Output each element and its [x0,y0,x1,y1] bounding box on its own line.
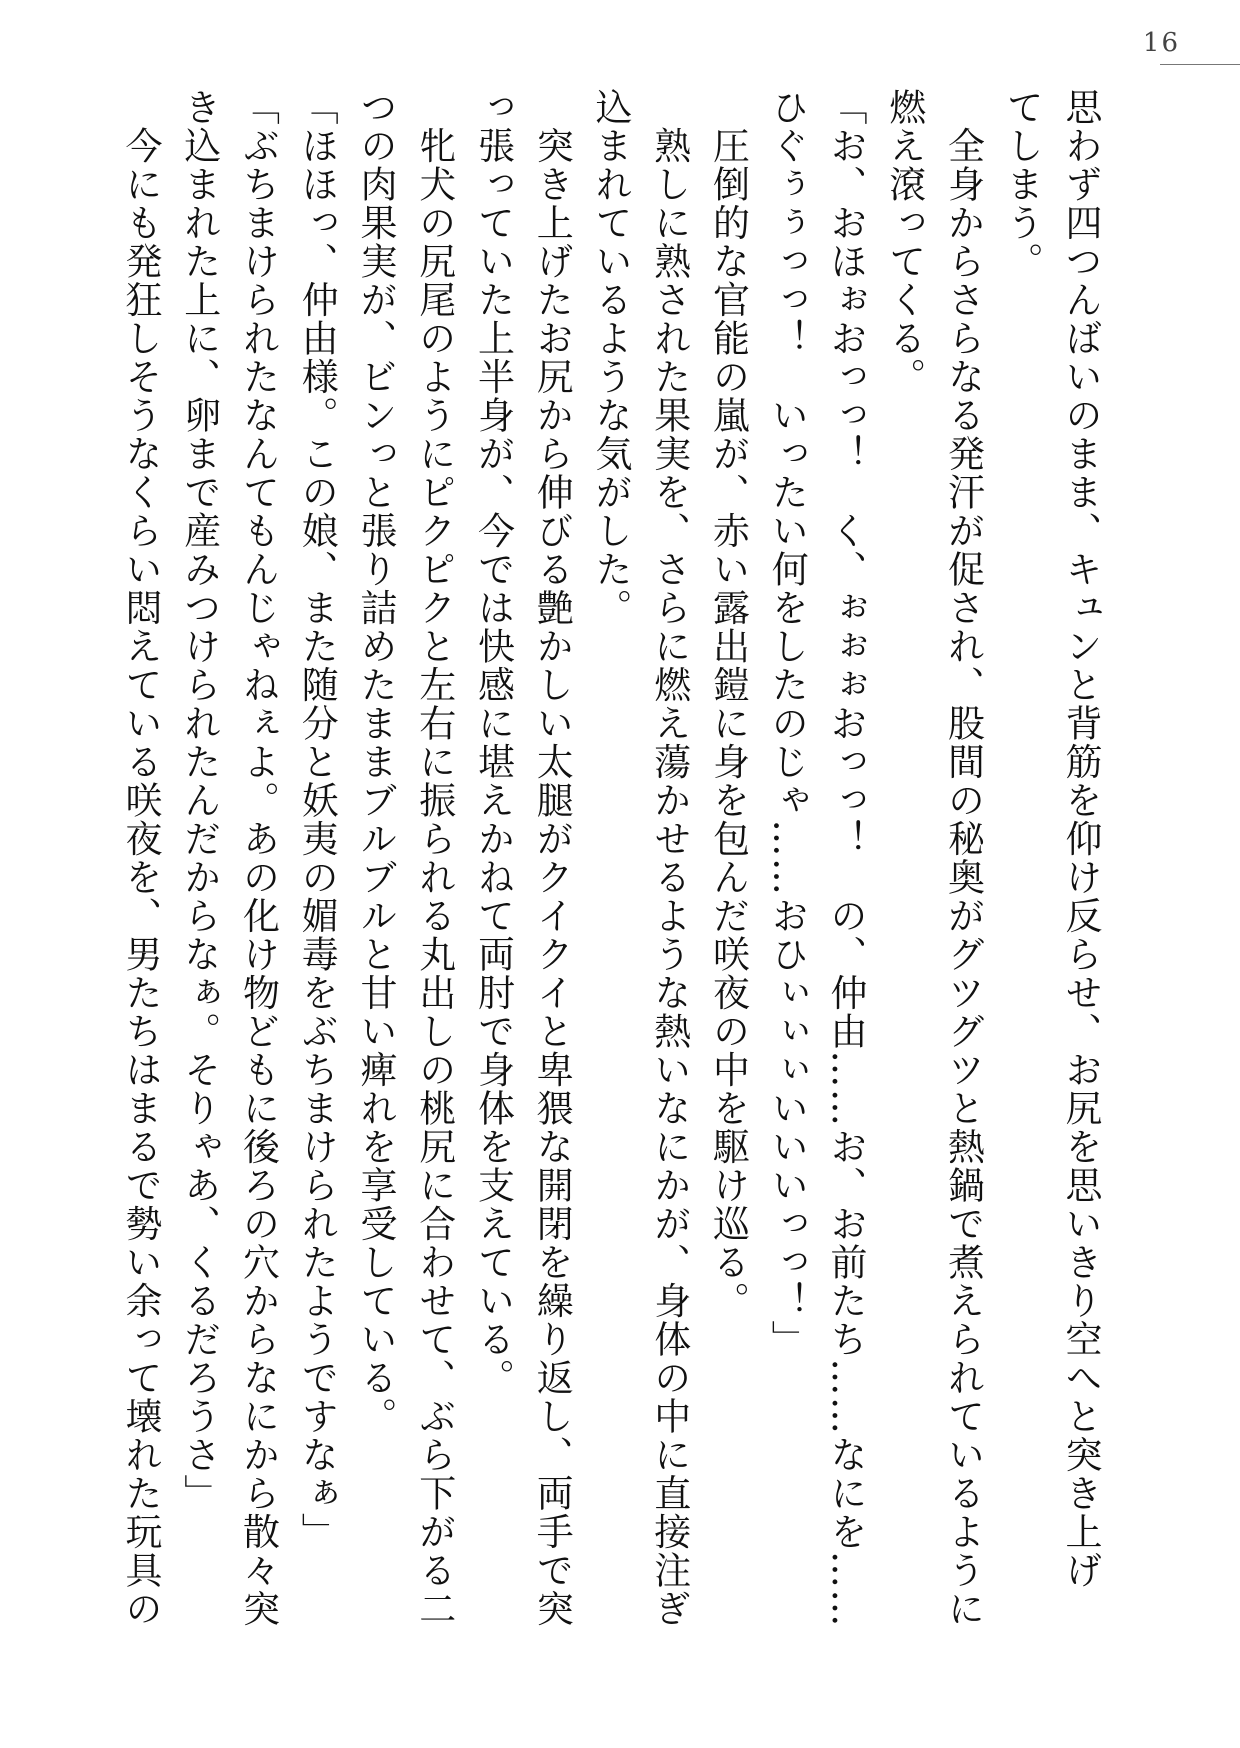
text-line-11: っ張っていた上半身が、今では快感に堪えかねて両肘で身体を支えている。 [471,88,515,1397]
text-line-9: 込まれているような気がした。 [589,88,632,627]
text-line-17: 今にも発狂しそうなくらい悶えている咲夜を、男たちはまるで勢い余って壊れた玩具の [119,88,162,1628]
text-line-14: 「ほほっ、仲由様。この娘、また随分と妖夷の媚毒をぶちまけられたようですなぁ」 [295,88,339,1551]
text-line-3: 全身からさらなる発汗が促され、股間の秘奥がグツグツと熱鍋で煮えられているように [941,88,985,1628]
text-line-1: 思わず四つんばいのまま、キュンと背筋を仰け反らせ、お尻を思いきり空へと突き上げ [1059,88,1102,1590]
text-line-6: ひぐぅぅっっ！ いったい何をしたのじゃ……おひぃぃぃいいいっっ！」 [765,88,809,1359]
text-line-15: 「ぶちまけられたなんてもんじゃねぇよ。あの化け物どもに後ろの穴からなにから散々突 [236,88,280,1628]
text-line-16: き込まれた上に、卵まで産みつけられたんだからなぁ。そりゃあ、くるだろうさ」 [177,88,221,1513]
text-line-7: 圧倒的な官能の嵐が、赤い露出鎧に身を包んだ咲夜の中を駆け巡る。 [706,88,750,1320]
text-line-12: 牝犬の尻尾のようにピクピクと左右に振られる丸出しの桃尻に合わせて、ぶら下がる二 [412,88,456,1628]
vertical-text-body [120,88,1100,1688]
text-line-4: 燃え滾ってくる。 [882,88,926,396]
page-number: 16 [1142,28,1180,58]
text-line-2: てしまう。 [1000,88,1044,281]
header-rule [1160,64,1240,65]
text-line-13: つの肉果実が、ビンっと張り詰めたままブルブルと甘い痺れを享受している。 [354,88,397,1436]
text-line-10: 突き上げたお尻から伸びる艶かしい太腿がクイクイと卑猥な開閉を繰り返し、両手で突 [530,88,574,1628]
text-line-8: 熟しに熟された果実を、さらに燃え蕩かせるような熱いなにかが、身体の中に直接注ぎ [647,88,691,1628]
text-line-5: 「お、おほぉおっっ！ く、ぉぉぉおっっ！ の、仲由……お、お前たち……なにを…… [824,88,867,1628]
